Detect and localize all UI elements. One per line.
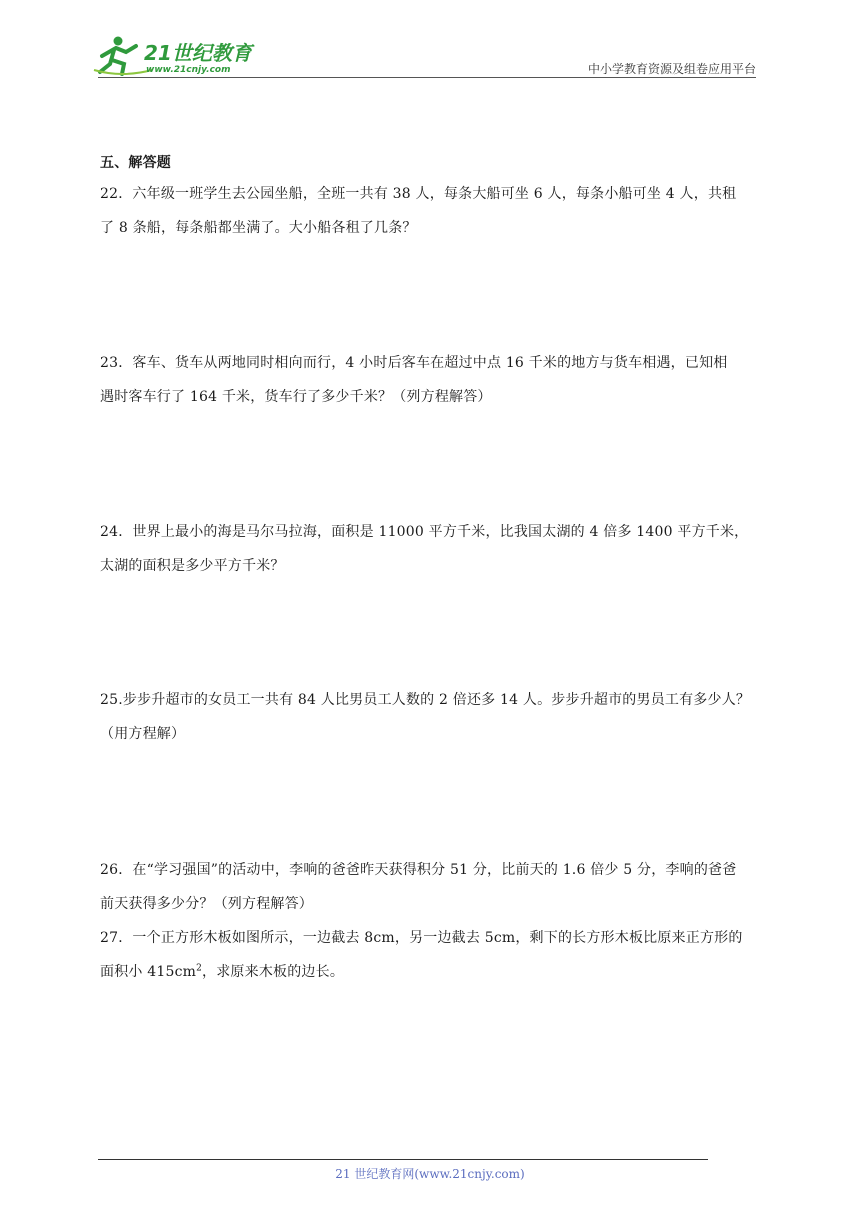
question-23-line-1: 23．客车、货车从两地同时相向而行，4 小时后客车在超过中点 16 千米的地方与货车相遇，已知相 xyxy=(100,355,728,371)
footer-divider xyxy=(98,1159,708,1160)
question-24 xyxy=(100,515,762,583)
superscript-2: 2 xyxy=(196,963,203,974)
question-27-line-2-before: 面积小 415cm xyxy=(100,964,197,980)
page-header xyxy=(0,0,860,80)
question-22-line-2: 了 8 条船，每条船都坐满了。大小船各租了几条？ xyxy=(100,220,417,236)
platform-name: 中小学教育资源及组卷应用平台 xyxy=(587,62,756,76)
question-23 xyxy=(100,346,762,414)
site-logo xyxy=(92,34,262,78)
question-26-line-2: 前天获得多少分？（列方程解答） xyxy=(100,896,313,912)
logo-url-text: www.21cnjy.com xyxy=(146,65,231,75)
question-27-line-2-after: ，求原来木板的边长。 xyxy=(202,964,345,980)
question-24-line-2: 太湖的面积是多少平方千米？ xyxy=(100,558,285,574)
question-25 xyxy=(100,683,762,751)
question-27 xyxy=(100,921,762,989)
footer-text: 21 世纪教育网(www.21cnjy.com) xyxy=(335,1167,525,1181)
question-24-line-1: 24．世界上最小的海是马尔马拉海，面积是 11000 平方千米，比我国太湖的 4 倍多 1400 平方千米， xyxy=(100,524,749,540)
logo-main-text: 21世纪教育 xyxy=(144,41,252,65)
question-22 xyxy=(100,177,762,245)
question-27-line-2 xyxy=(100,955,762,989)
question-26-line-1: 26．在“学习强国”的活动中，李响的爸爸昨天获得积分 51 分，比前天的 1.6 倍少 5 分，李响的爸爸 xyxy=(100,862,737,878)
question-27-line-1: 27．一个正方形木板如图所示，一边截去 8cm，另一边截去 5cm，剩下的长方形木板比原来正方形的 xyxy=(100,930,743,946)
header-divider xyxy=(98,77,756,78)
question-25-line-1: 25.步步升超市的女员工一共有 84 人比男员工人数的 2 倍还多 14 人。步步升超市的男员工有多少人？ xyxy=(100,692,751,708)
question-26 xyxy=(100,853,762,921)
question-25-line-2: （用方程解） xyxy=(100,726,186,742)
question-22-line-1: 22．六年级一班学生去公园坐船，全班一共有 38 人，每条大船可坐 6 人，每条小船可坐 4 人，共租 xyxy=(100,186,737,202)
section-title: 五、解答题 xyxy=(100,155,171,171)
question-23-line-2: 遇时客车行了 164 千米，货车行了多少千米？（列方程解答） xyxy=(100,389,492,405)
